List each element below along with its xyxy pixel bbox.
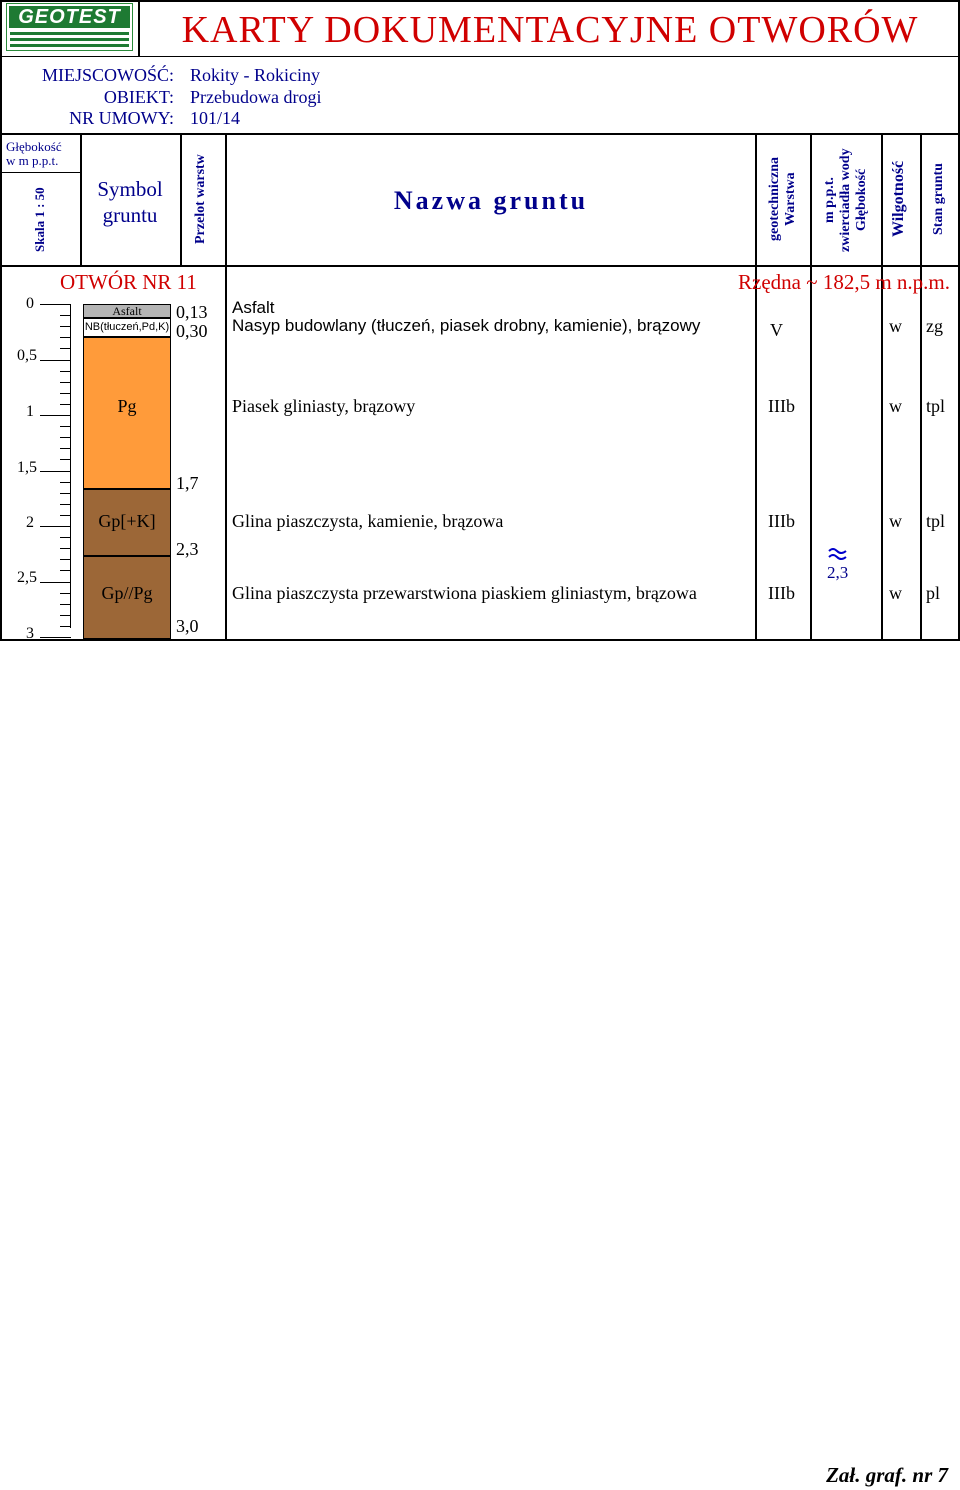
scale-label: 3 bbox=[26, 625, 34, 642]
col-divider-symbol bbox=[180, 133, 182, 267]
warstwa-value: IIIb bbox=[768, 511, 795, 531]
company-logo bbox=[6, 3, 133, 51]
water-depth: 2,3 bbox=[827, 563, 849, 582]
miejscowosc-value: Rokity - Rokiciny bbox=[190, 65, 320, 85]
scale-label: 2 bbox=[26, 514, 34, 531]
miejscowosc-label: MIEJSCOWOŚĆ: bbox=[41, 65, 174, 85]
scale-tick bbox=[40, 304, 71, 305]
col-divider-wilg bbox=[920, 133, 922, 641]
woda-header bbox=[813, 138, 879, 262]
bottom-depth: 0,13 bbox=[176, 302, 208, 322]
depth-header-line2: w m p.p.t. bbox=[6, 153, 59, 168]
stan-value: tpl bbox=[926, 396, 946, 416]
water-level-icon bbox=[828, 547, 850, 561]
scale-tick bbox=[40, 360, 71, 361]
frame-top bbox=[0, 0, 960, 2]
table-bottom-line bbox=[0, 639, 960, 641]
scale-label: 2,5 bbox=[17, 569, 37, 586]
borehole-elevation: Rzędna ~ 182,5 m n.p.m. bbox=[738, 270, 950, 294]
bottom-depth: 0,30 bbox=[176, 321, 208, 341]
wilgotnosc-value: w bbox=[889, 583, 902, 603]
stan-header: Stan gruntu bbox=[931, 163, 946, 235]
symbol-pg: Pg bbox=[117, 396, 137, 416]
wilgotnosc-value: w bbox=[889, 396, 902, 416]
warstwa-value: IIIb bbox=[768, 396, 795, 416]
scale-tick bbox=[40, 582, 71, 583]
depth-header-line1: Głębokość bbox=[6, 139, 62, 154]
stan-value: pl bbox=[926, 583, 941, 603]
scale-tick bbox=[40, 415, 71, 416]
nazwa-header: Nazwa gruntu bbox=[393, 186, 589, 215]
page-title: KARTY DOKUMENTACYJNE OTWORÓW bbox=[181, 9, 919, 51]
woda-header-line1: Głębokość bbox=[854, 168, 869, 232]
soil-name: Asfalt bbox=[232, 298, 275, 317]
symbol-header-line2: gruntu bbox=[102, 203, 158, 227]
depth-scale-divider bbox=[0, 172, 82, 173]
warstwa-header-line1: Warstwa bbox=[783, 172, 798, 226]
depth-header bbox=[6, 140, 62, 168]
warstwa-header bbox=[758, 140, 808, 258]
soil-name: Nasyp budowlany (tłuczeń, piasek drobny, kamienie), brązowy bbox=[232, 316, 701, 335]
symbol-header bbox=[82, 176, 178, 228]
borehole-name: OTWÓR NR 11 bbox=[60, 270, 197, 294]
bottom-depth: 3,0 bbox=[176, 616, 199, 636]
bottom-depth: 1,7 bbox=[176, 473, 199, 493]
col-divider-woda bbox=[881, 133, 883, 641]
col-divider-nazwa bbox=[755, 133, 757, 641]
scale-tick bbox=[40, 471, 71, 472]
przelot-header: Przelot warstw bbox=[193, 154, 208, 244]
warstwa-header-line2: geotechniczna bbox=[767, 157, 782, 241]
symbol-gp-pg: Gp//Pg bbox=[101, 583, 153, 603]
header-bottom-line bbox=[0, 265, 960, 267]
frame-title-rule bbox=[0, 56, 960, 57]
woda-header-line3: m p.p.t. bbox=[822, 177, 837, 223]
col-divider-warstwa bbox=[810, 133, 812, 641]
footer-label: Zał. graf. nr 7 bbox=[826, 1463, 948, 1487]
obiekt-label: OBIEKT: bbox=[103, 87, 174, 107]
woda-header-line2: zwierciadła wody bbox=[838, 148, 853, 252]
scale-label: 0 bbox=[26, 295, 34, 312]
warstwa-value: V bbox=[770, 320, 783, 340]
frame-left bbox=[0, 0, 2, 641]
scale-axis bbox=[70, 304, 71, 628]
logo-stripes-icon bbox=[10, 31, 129, 49]
soil-name: Glina piaszczysta, kamienie, brązowa bbox=[232, 511, 504, 531]
stan-value: zg bbox=[926, 316, 943, 336]
symbol-nasyp: NB(tłuczeń,Pd,K) bbox=[84, 321, 170, 333]
umowa-label: NR UMOWY: bbox=[69, 108, 174, 128]
wilgotnosc-value: w bbox=[889, 511, 902, 531]
soil-name: Piasek gliniasty, brązowy bbox=[232, 396, 416, 416]
soil-name: Glina piaszczysta przewarstwiona piaskiem gliniastym, brązowa bbox=[232, 583, 697, 603]
scale-label: 1 bbox=[26, 403, 34, 420]
scale-tick bbox=[40, 637, 71, 638]
wilgotnosc-value: w bbox=[889, 316, 902, 336]
scale-label: 1,5 bbox=[17, 459, 37, 476]
symbol-gp-k: Gp[+K] bbox=[98, 511, 156, 531]
header-top-line bbox=[0, 133, 960, 135]
umowa-value: 101/14 bbox=[190, 108, 241, 128]
wilgotnosc-header: Wilgotność bbox=[890, 160, 907, 238]
stan-value: tpl bbox=[926, 511, 946, 531]
symbol-asfalt: Asfalt bbox=[112, 304, 142, 318]
obiekt-value: Przebudowa drogi bbox=[190, 87, 322, 107]
bottom-depth: 2,3 bbox=[176, 539, 199, 559]
scale-label: 0,5 bbox=[17, 347, 37, 364]
logo-divider bbox=[138, 0, 140, 57]
scale-tick bbox=[40, 526, 71, 527]
warstwa-value: IIIb bbox=[768, 583, 795, 603]
logo-text: GEOTEST bbox=[9, 6, 130, 28]
symbol-header-line1: Symbol bbox=[97, 177, 163, 201]
scale-header: Skala 1 : 50 bbox=[32, 187, 47, 253]
